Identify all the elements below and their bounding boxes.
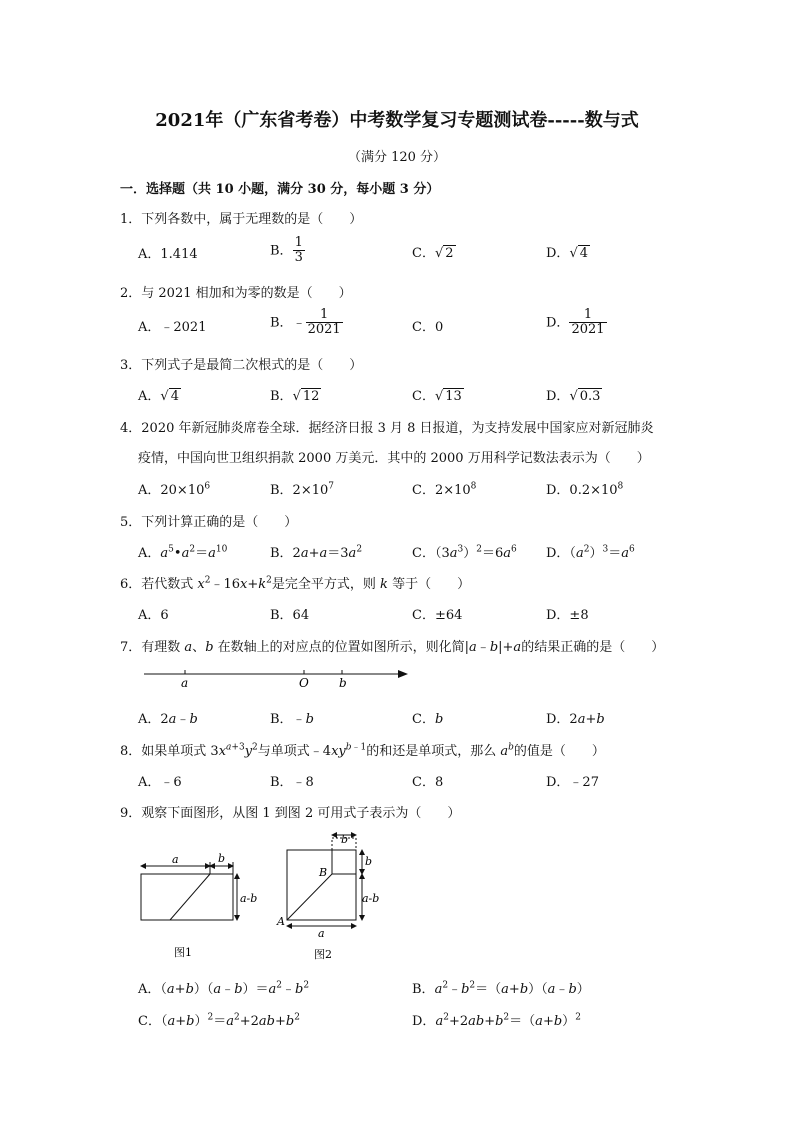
q1-option-b: B． $\frac{1}{3}$	[270, 235, 303, 266]
page-subtitle: （满分 120 分）	[347, 150, 447, 165]
question-9-stem: 9．观察下面图形，从图 1 到图 2 可用式子表示为（ ）	[120, 806, 461, 821]
q4-option-b: B．$2\times 10^7$	[270, 481, 334, 498]
q3-option-d: D．√ 0.3	[546, 389, 601, 404]
figure-2	[272, 830, 392, 966]
svg-text:b: b	[365, 855, 373, 868]
q8-option-b: B．﹣8	[270, 775, 314, 790]
svg-text:a: a	[172, 853, 179, 866]
svg-text:a-b: a-b	[240, 892, 258, 905]
q4-option-c: C．$2\times 10^8$	[412, 481, 477, 498]
q2-option-b: B．﹣ $\frac{1}{2021}$	[270, 307, 341, 338]
number-line-label-b: b	[339, 676, 347, 690]
q6-option-d: D．±8	[546, 608, 589, 623]
q1-option-d: D．√ 4	[546, 246, 589, 261]
q6-option-c: C．±64	[412, 608, 463, 623]
svg-text:b: b	[218, 852, 226, 865]
q1-option-c: C．√ 2	[412, 246, 454, 261]
section-heading: 一．选择题（共 10 小题，满分 30 分，每小题 3 分）	[120, 182, 440, 197]
q2-option-c: C．0	[412, 320, 444, 335]
q5-option-b: B．$2a+a=3a^2$	[270, 544, 363, 561]
q7-option-b: B．﹣b	[270, 712, 314, 727]
q9-option-c: C．$(a+b)^2=a^2+2ab+b^2$	[138, 1012, 300, 1029]
q7-option-c: C．b	[412, 712, 444, 727]
q8-option-a: A．﹣6	[138, 775, 182, 790]
q4-option-a: A．$20\times 10^6$	[138, 481, 211, 498]
q5-option-a: A．$a^5•a^2=a^{10}$	[138, 544, 228, 561]
q2-option-a: A．﹣2021	[138, 320, 207, 335]
q9-option-a: A．$(a+b)(a﹣b)=a^2﹣b^2$	[138, 980, 310, 997]
q6-option-b: B．64	[270, 608, 310, 623]
q7-option-a: A．2a﹣b	[138, 712, 198, 727]
q5-option-c: C．$(3a^3)^2=6a^6$	[412, 544, 517, 561]
q4-option-d: D．$0.2\times 10^8$	[546, 481, 624, 498]
question-7-stem: 7．有理数 a、b 在数轴上的对应点的位置如图所示，则化简|a﹣b|+a的结果正确的是（ ）	[120, 640, 665, 655]
svg-text:a-b: a-b	[362, 892, 380, 905]
number-line-label-o: O	[299, 676, 309, 690]
svg-text:b: b	[341, 833, 349, 846]
figure-1-caption: 图1	[174, 946, 192, 959]
number-line-figure	[140, 664, 412, 690]
q3-option-a: A．√ 4	[138, 389, 179, 404]
question-5-stem: 5．下列计算正确的是（ ）	[120, 515, 298, 530]
number-line-label-a: a	[181, 676, 189, 690]
question-1-stem: 1．下列各数中，属于无理数的是（ ）	[120, 212, 363, 227]
question-6-stem: 6．若代数式 $x^2﹣16x+k^2$是完全平方式，则 k 等于（ ）	[120, 575, 471, 592]
question-4-stem-line1: 4．2020 年新冠肺炎席卷全球．据经济日报 3 月 8 日报道，为支持发展中国家应对新冠肺炎	[120, 421, 654, 436]
q3-option-c: C．√ 13	[412, 389, 462, 404]
question-3-stem: 3．下列式子是最简二次根式的是（ ）	[120, 358, 363, 373]
figure-2-caption: 图2	[314, 948, 332, 961]
q9-option-b: B．$a^2﹣b^2=(a+b)(a﹣b)$	[412, 980, 590, 997]
q8-option-c: C．8	[412, 775, 444, 790]
q3-option-b: B．√ 12	[270, 389, 320, 404]
q9-option-d: D．$a^2+2ab+b^2=(a+b)^2$	[412, 1012, 581, 1029]
question-4-stem-line2: 疫情，中国向世卫组织捐款 2000 万美元．其中的 2000 万用科学记数法表示为（ ）	[138, 451, 650, 466]
svg-text:B: B	[319, 866, 328, 879]
q7-option-d: D．2a+b	[546, 712, 605, 727]
q6-option-a: A．6	[138, 608, 169, 623]
q1-option-a: A．1.414	[138, 247, 198, 262]
svg-text:a: a	[318, 927, 325, 940]
question-2-stem: 2．与 2021 相加和为零的数是（ ）	[120, 286, 352, 301]
q5-option-d: D．$(a^2)^3=a^6$	[546, 544, 635, 561]
svg-text:A: A	[277, 915, 285, 928]
question-8-stem: 8．如果单项式 $3x^{a+3}y^2$与单项式$﹣4xy^{b﹣1}$的和还是单项式，那么 $a^b$的值是（ ）	[120, 742, 605, 759]
q2-option-d: D． $\frac{1}{2021}$	[546, 307, 605, 338]
page-title: 2021年（广东省考卷）中考数学复习专题测试卷-----数与式	[155, 110, 639, 131]
figure-1	[134, 852, 264, 964]
q8-option-d: D．﹣27	[546, 775, 599, 790]
